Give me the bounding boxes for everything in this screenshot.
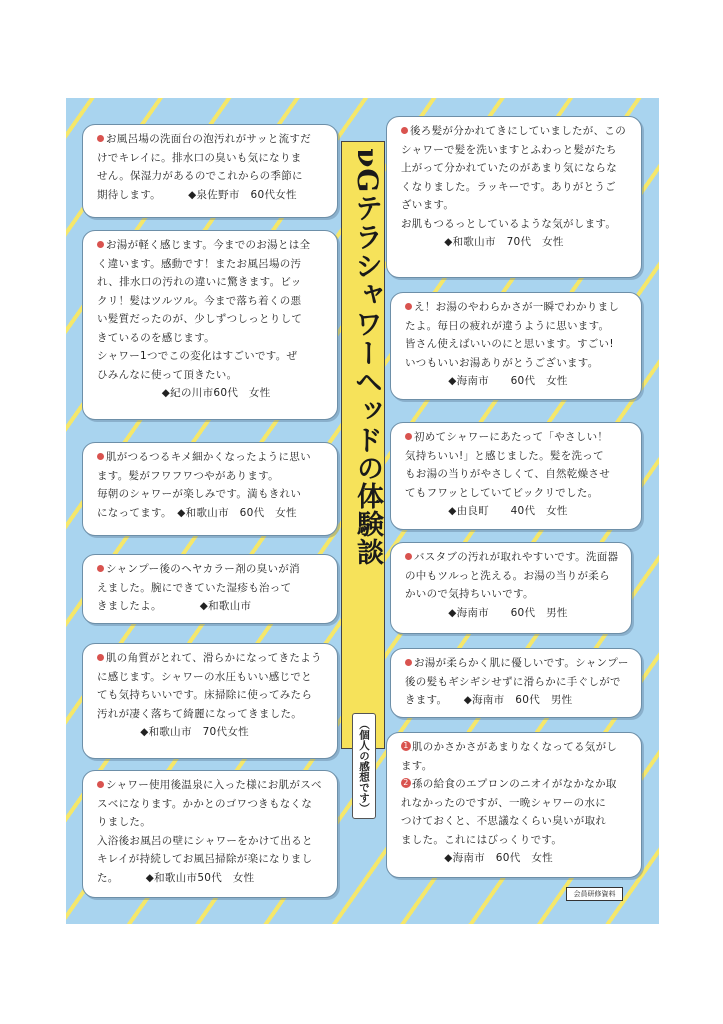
testimonial-line: お肌もつるっとしているような気がします。 — [401, 217, 617, 230]
testimonial-card — [82, 643, 338, 759]
testimonial-line: に感じます。シャワーの水圧もいい感じでと — [97, 670, 312, 683]
testimonial-line: ました。これにはびっくりです。 — [401, 833, 563, 846]
testimonial-line: シャンプー後のヘヤカラー剤の臭いが消 — [106, 563, 300, 575]
testimonial-line: お湯が軽く感じます。今までのお湯とは全 — [106, 239, 311, 251]
testimonial-line: シャワー使用後温泉に入った様にお肌がスベ — [106, 779, 322, 791]
testimonial-line: けでキレイに。排水口の臭いも気になりま — [97, 151, 302, 164]
testimonial-signature: ◆和歌山市 70代 女性 — [401, 236, 564, 248]
bullet-icon — [405, 303, 412, 310]
title-main: νGテラシャワーヘッド — [351, 148, 384, 455]
testimonial-card — [390, 648, 642, 718]
testimonial-signature: きます。 ◆海南市 60代 男性 — [405, 694, 573, 706]
testimonial-line: 初めてシャワーにあたって「やさしい！ — [414, 431, 609, 443]
bullet-icon — [401, 127, 408, 134]
testimonial-line: シャワーで髪を洗いますとふわっと髪がたち — [401, 143, 617, 156]
testimonial-line: きているのを感じます。 — [97, 331, 215, 344]
testimonial-line: 肌のかさかさがあまりなくなってる気がし — [412, 741, 618, 753]
testimonial-line: れ、排水口の汚れの違いに驚きます。ビッ — [97, 276, 302, 288]
title-suffix: の体験談 — [352, 454, 383, 567]
testimonial-line: ざいます。 — [401, 199, 455, 211]
bullet-icon — [405, 433, 412, 440]
testimonial-signature: ◆由良町 40代 女性 — [405, 505, 568, 517]
testimonial-card — [82, 230, 338, 420]
testimonial-line: れなかったのですが、一晩シャワーの水に — [401, 796, 606, 809]
testimonial-line: もお湯の当りがやさしくて、自然乾燥させ — [405, 468, 610, 480]
testimonial-line: スベになります。かかとのゴワつきもなくな — [97, 797, 313, 810]
testimonial-signature: きましたよ。 ◆和歌山市 — [97, 600, 252, 612]
testimonial-line: お風呂場の洗面台の泡汚れがサッと流すだ — [106, 133, 311, 145]
testimonial-line: いつもいいお湯ありがとうございます。 — [405, 356, 599, 369]
testimonial-line: たよ。毎日の疲れが違うように思います。 — [405, 319, 610, 332]
testimonial-line: キレイが持続してお風呂掃除が楽になりまし — [97, 853, 313, 865]
testimonial-signature: になってます。 ◆和歌山市 60代 女性 — [97, 506, 297, 519]
testimonial-card — [390, 292, 642, 400]
testimonial-signature: ◆海南市 60代 女性 — [401, 852, 553, 864]
testimonial-card — [390, 422, 642, 530]
testimonial-signature: ◆海南市 60代 男性 — [405, 606, 568, 619]
testimonial-line: ても気持ちいいです。床掃除に使ってみたら — [97, 689, 313, 701]
testimonial-line: 気持ちいい!」と感じました。髪を洗って — [405, 449, 604, 462]
bullet-icon — [97, 135, 104, 142]
testimonial-line: 後ろ髪が分かれてきにしていましたが、この — [410, 125, 626, 137]
testimonial-line: 肌の角質がとれて、滑らかになってきたよう — [106, 652, 322, 664]
testimonial-card — [82, 554, 338, 624]
testimonial-line: く違います。感動です！またお風呂場の汚 — [97, 257, 302, 270]
bullet-icon — [97, 565, 104, 572]
testimonial-line: 孫の給食のエプロンのニオイがなかなか取 — [412, 778, 617, 790]
testimonial-line: てもフワッとしていてビックリでした。 — [405, 486, 599, 499]
bullet-icon — [97, 654, 104, 661]
testimonial-line: 上がって分かれていたのがあまり気にならな — [401, 162, 617, 174]
testimonial-line: 肌がつるつるキメ細かくなったように思い — [106, 451, 311, 463]
page-title — [352, 148, 382, 566]
bullet-icon — [97, 453, 104, 460]
bullet-icon — [97, 241, 104, 248]
bullet-icon — [405, 553, 412, 560]
testimonial-line: せん。保湿力があるのでこれからの季節に — [97, 170, 303, 182]
testimonial-card — [82, 442, 338, 536]
testimonial-line: バスタブの汚れが取れやすいです。洗面器 — [414, 551, 619, 563]
testimonial-line: シャワー1つでこの変化はすごいです。ぜ — [97, 350, 298, 362]
testimonial-line: 毎朝のシャワーが楽しみです。満もきれい — [97, 488, 302, 500]
testimonial-line: の中もツルっと洗える。お湯の当りが柔ら — [405, 569, 610, 582]
testimonial-card — [82, 124, 338, 218]
testimonial-signature: ◆紀の川市60代 女性 — [97, 387, 271, 399]
testimonial-card — [390, 542, 632, 634]
number-one-icon: 1 — [401, 741, 411, 751]
testimonial-line: ます。 — [401, 759, 433, 772]
testimonial-line: ます。髪がフワフワつやがあります。 — [97, 469, 279, 482]
testimonial-line: 後の髪もギシギシせずに滑らかに手ぐしがで — [405, 675, 621, 688]
testimonial-signature: た。 ◆和歌山市50代 女性 — [97, 871, 255, 884]
disclaimer-note: （個人の感想です） — [352, 713, 376, 819]
testimonial-line: クリ！髪はツルツル。今まで落ち着くの悪 — [97, 294, 302, 307]
testimonial-card — [82, 770, 338, 898]
testimonial-card — [386, 732, 642, 878]
testimonial-line: かいので気持ちいいです。 — [405, 588, 534, 600]
testimonial-line: お湯が柔らかく肌に優しいです。シャンプー — [414, 657, 629, 669]
testimonial-line: 入浴後お風呂の壁にシャワーをかけて出ると — [97, 834, 313, 847]
testimonial-line: い髪質だったのが、少しずつしっとりして — [97, 313, 303, 325]
testimonial-signature: 期待します。 ◆泉佐野市 60代女性 — [97, 188, 297, 201]
bullet-icon — [97, 781, 104, 788]
testimonial-line: ひみんなに使って頂きたい。 — [97, 368, 238, 381]
testimonial-line: えました。腕にできていた湿疹も治って — [97, 581, 292, 594]
document-tag: 会員研修資料 — [566, 887, 623, 901]
bullet-icon — [405, 659, 412, 666]
testimonial-card — [386, 116, 642, 278]
number-two-icon: 2 — [401, 778, 411, 788]
testimonial-line: 皆さん使えばいいのにと思います。すごい! — [405, 338, 614, 350]
testimonial-line: 汚れが凄く落ちて綺麗になってきました。 — [97, 707, 303, 720]
testimonial-line: え！お湯のやわらかさが一瞬でわかりまし — [414, 301, 620, 313]
testimonial-line: くなりました。ラッキーです。ありがとうご — [401, 180, 616, 193]
testimonial-signature: ◆和歌山市 70代女性 — [97, 726, 249, 738]
testimonial-line: りました。 — [97, 816, 151, 828]
testimonial-line: つけておくと、不思議なくらい臭いが取れ — [401, 815, 607, 827]
testimonial-signature: ◆海南市 60代 女性 — [405, 375, 568, 387]
